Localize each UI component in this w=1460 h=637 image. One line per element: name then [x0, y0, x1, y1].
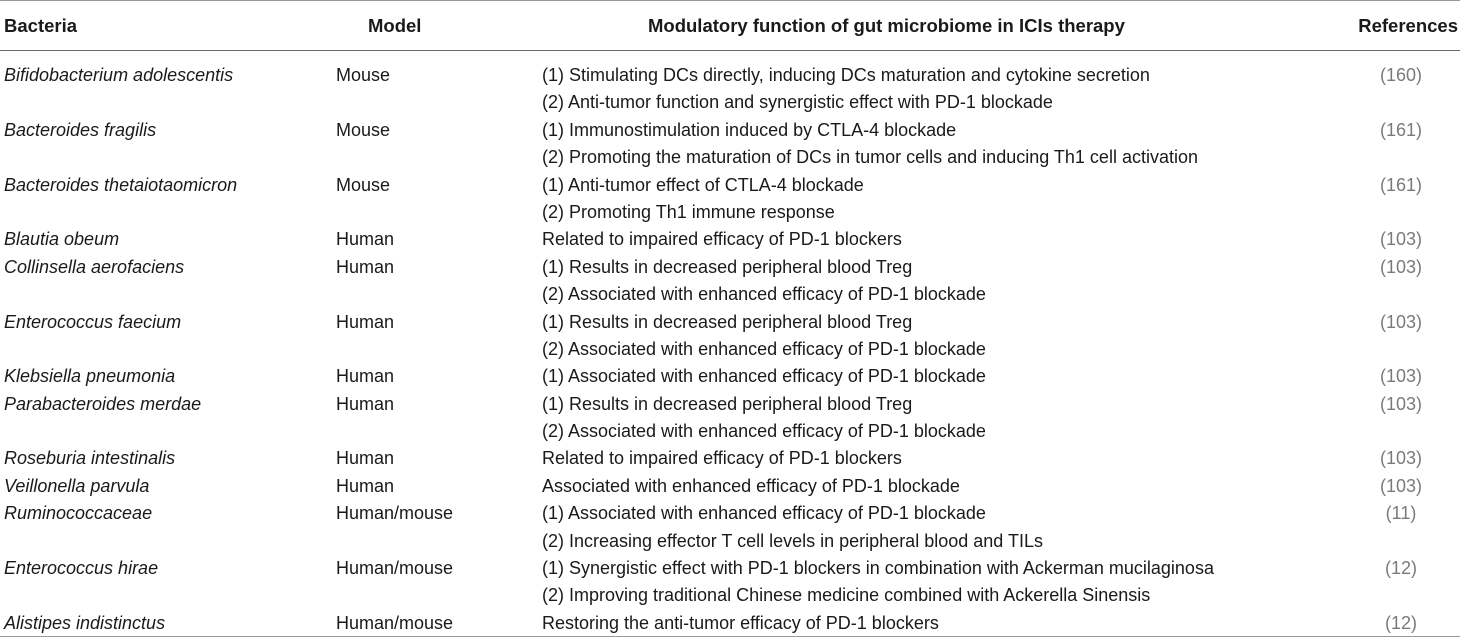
function-cell	[532, 473, 1322, 500]
reference-cell	[1322, 309, 1460, 364]
function-line: (1) Synergistic effect with PD-1 blockers in combination with Ackerman mucilaginosa	[542, 558, 1214, 579]
reference-cell-text: (11)	[1385, 503, 1417, 524]
function-line: (1) Stimulating DCs directly, inducing DCs maturation and cytokine secretion	[542, 65, 1150, 85]
reference-cell-text: (161)	[1379, 119, 1423, 140]
function-line: (1) Immunostimulation induced by CTLA-4 blockade	[542, 119, 957, 140]
reference-cell	[1322, 445, 1460, 472]
reference-cell-text: (12)	[1384, 612, 1417, 633]
function-cell	[532, 500, 1322, 555]
reference-cell	[1322, 62, 1460, 117]
model-cell-text: Mouse	[336, 119, 391, 140]
bacteria-cell-text: Alistipes indistinctus	[4, 612, 166, 633]
function-line: (1) Results in decreased peripheral blood Treg	[542, 393, 913, 414]
bacteria-cell	[0, 391, 332, 446]
reference-cell	[1322, 500, 1460, 555]
model-cell	[332, 363, 532, 390]
bacteria-cell-text: Collinsella aerofaciens	[4, 256, 185, 277]
bacteria-cell	[0, 62, 332, 117]
model-cell	[332, 254, 532, 309]
model-cell	[332, 555, 532, 610]
bacteria-cell-text: Bacteroides thetaiotaomicron	[4, 174, 238, 195]
reference-cell	[1322, 226, 1460, 253]
header-bacteria: Bacteria	[4, 14, 78, 36]
bacteria-cell-text: Bacteroides fragilis	[4, 119, 157, 140]
reference-cell	[1322, 254, 1460, 309]
table-row	[0, 309, 1460, 364]
model-cell-text: Human	[336, 256, 395, 277]
bacteria-cell	[0, 473, 332, 500]
header-model: Model	[368, 14, 422, 36]
table-row	[0, 500, 1460, 555]
table-row	[0, 254, 1460, 309]
model-cell	[332, 610, 532, 637]
function-cell	[532, 254, 1322, 309]
bacteria-cell	[0, 309, 332, 364]
bacteria-cell	[0, 172, 332, 227]
function-line: (2) Promoting the maturation of DCs in tumor cells and inducing Th1 cell activation	[542, 147, 1198, 168]
reference-cell-text: (161)	[1379, 174, 1423, 195]
reference-cell-text: (160)	[1379, 65, 1423, 85]
function-cell	[532, 445, 1322, 472]
model-cell-text: Human/mouse	[336, 612, 454, 633]
table-row	[0, 117, 1460, 172]
function-cell	[532, 309, 1322, 364]
bacteria-cell	[0, 117, 332, 172]
function-line: Related to impaired efficacy of PD-1 blockers	[542, 448, 902, 469]
reference-cell	[1322, 473, 1460, 500]
reference-cell-text: (12)	[1384, 558, 1417, 579]
table-row	[0, 172, 1460, 227]
model-cell-text: Human	[336, 229, 395, 250]
reference-cell-text: (103)	[1379, 311, 1423, 332]
function-line: (1) Anti-tumor effect of CTLA-4 blockade	[542, 174, 864, 195]
function-line: Related to impaired efficacy of PD-1 blockers	[542, 229, 902, 250]
function-line: (1) Associated with enhanced efficacy of PD-1 blockade	[542, 503, 986, 524]
bacteria-cell-text: Bifidobacterium adolescentis	[4, 65, 234, 85]
function-line: (2) Associated with enhanced efficacy of PD-1 blockade	[542, 338, 986, 359]
model-cell-text: Human	[336, 448, 395, 469]
function-cell	[532, 610, 1322, 637]
model-cell-text: Human	[336, 393, 395, 414]
model-cell	[332, 117, 532, 172]
table-row	[0, 473, 1460, 500]
table-row	[0, 62, 1460, 117]
model-cell	[332, 391, 532, 446]
table-body	[0, 51, 1460, 637]
function-line: Restoring the anti-tumor efficacy of PD-1 blockers	[542, 612, 939, 633]
function-cell	[532, 363, 1322, 390]
function-cell	[532, 391, 1322, 446]
bacteria-cell	[0, 254, 332, 309]
model-cell-text: Human	[336, 366, 395, 387]
bacteria-cell	[0, 555, 332, 610]
reference-cell	[1322, 391, 1460, 446]
bacteria-cell	[0, 226, 332, 253]
model-cell-text: Human/mouse	[336, 558, 454, 579]
function-cell	[532, 62, 1322, 117]
bacteria-cell	[0, 445, 332, 472]
function-line: (2) Improving traditional Chinese medicine combined with Ackerella Sinensis	[542, 585, 1151, 606]
bacteria-cell-text: Ruminococcaceae	[4, 503, 153, 524]
function-cell	[532, 226, 1322, 253]
model-cell-text: Human/mouse	[336, 503, 454, 524]
function-line: (1) Associated with enhanced efficacy of PD-1 blockade	[542, 366, 986, 387]
model-cell	[332, 500, 532, 555]
bacteria-cell-text: Veillonella parvula	[4, 475, 150, 496]
reference-cell-text: (103)	[1379, 475, 1423, 496]
bacteria-cell-text: Blautia obeum	[4, 229, 120, 250]
model-cell-text: Human	[336, 475, 395, 496]
model-cell	[332, 226, 532, 253]
function-cell	[532, 555, 1322, 610]
header-function: Modulatory function of gut microbiome in ICIs therapy	[648, 14, 1125, 36]
table-row	[0, 610, 1460, 637]
reference-cell-text: (103)	[1379, 229, 1423, 250]
function-line: (2) Associated with enhanced efficacy of PD-1 blockade	[542, 421, 986, 442]
function-line: (2) Associated with enhanced efficacy of PD-1 blockade	[542, 284, 986, 305]
function-cell	[532, 172, 1322, 227]
reference-cell-text: (103)	[1379, 448, 1423, 469]
reference-cell	[1322, 117, 1460, 172]
reference-cell-text: (103)	[1379, 256, 1423, 277]
bacteria-cell-text: Enterococcus hirae	[4, 558, 159, 579]
table-header	[0, 0, 1460, 51]
function-line: (2) Anti-tumor function and synergistic effect with PD-1 blockade	[542, 92, 1053, 113]
model-cell	[332, 309, 532, 364]
function-line: (1) Results in decreased peripheral blood Treg	[542, 256, 913, 277]
bacteria-cell	[0, 500, 332, 555]
reference-cell-text: (103)	[1379, 393, 1423, 414]
function-line: Associated with enhanced efficacy of PD-1 blockade	[542, 475, 960, 496]
model-cell	[332, 62, 532, 117]
table-row	[0, 391, 1460, 446]
reference-cell	[1322, 555, 1460, 610]
bacteria-cell-text: Parabacteroides merdae	[4, 393, 202, 414]
function-line: (2) Increasing effector T cell levels in peripheral blood and TILs	[542, 530, 1043, 551]
model-cell-text: Human	[336, 311, 395, 332]
bacteria-cell	[0, 363, 332, 390]
reference-cell	[1322, 172, 1460, 227]
bacteria-cell-text: Klebsiella pneumonia	[4, 366, 176, 387]
reference-cell	[1322, 363, 1460, 390]
table-row	[0, 363, 1460, 390]
function-line: (2) Promoting Th1 immune response	[542, 201, 835, 222]
model-cell-text: Mouse	[336, 65, 391, 85]
reference-cell	[1322, 610, 1460, 637]
reference-cell-text: (103)	[1379, 366, 1423, 387]
bacteria-cell	[0, 610, 332, 637]
model-cell	[332, 172, 532, 227]
bacteria-cell-text: Roseburia intestinalis	[4, 448, 176, 469]
model-cell	[332, 445, 532, 472]
model-cell	[332, 473, 532, 500]
header-references: References	[1358, 14, 1458, 36]
bacteria-cell-text: Enterococcus faecium	[4, 311, 182, 332]
function-line: (1) Results in decreased peripheral blood Treg	[542, 311, 913, 332]
model-cell-text: Mouse	[336, 174, 391, 195]
table-row	[0, 555, 1460, 610]
table-row	[0, 445, 1460, 472]
table-row	[0, 226, 1460, 253]
function-cell	[532, 117, 1322, 172]
